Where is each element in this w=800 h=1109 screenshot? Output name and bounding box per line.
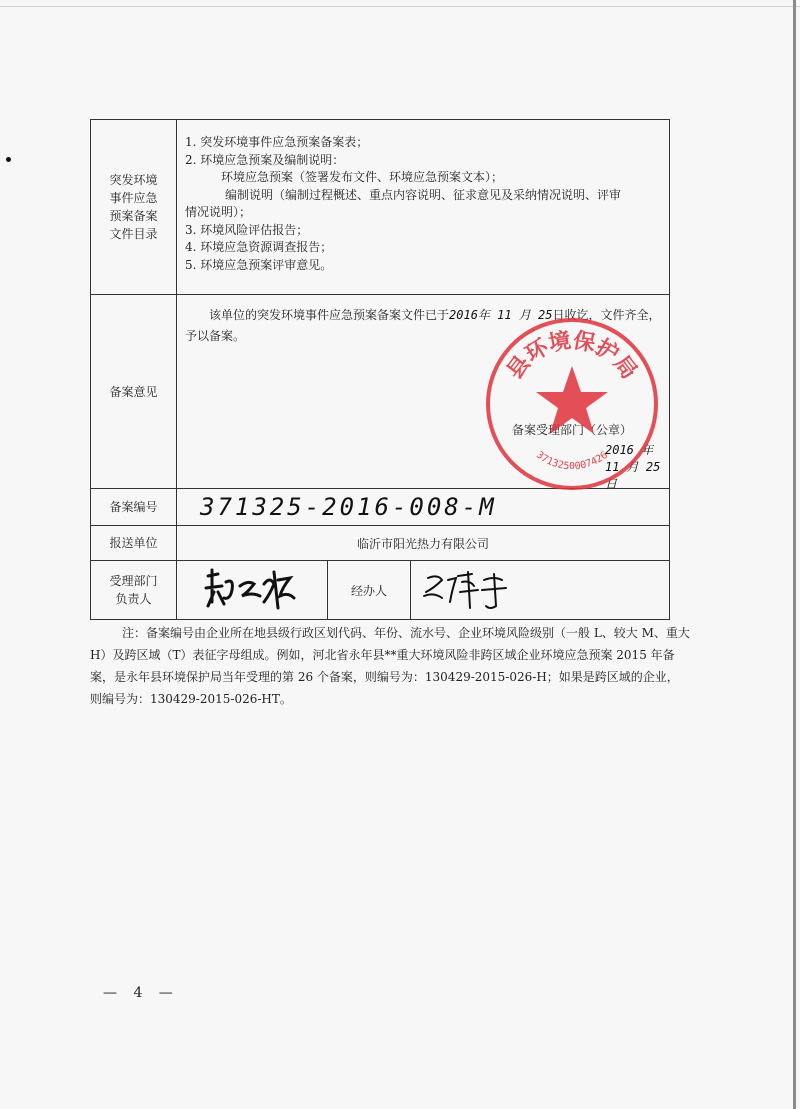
- page-number: — 4 —: [103, 985, 179, 1001]
- catalog-item: 2. 环境应急预案及编制说明：: [185, 152, 345, 167]
- catalog-header-line: 预案备案: [109, 209, 158, 223]
- catalog-row: [91, 120, 670, 295]
- catalog-item: 环境应急预案（签署发布文件、环境应急预案文本）；: [221, 170, 504, 184]
- responsible-header-line: 受理部门: [109, 574, 158, 588]
- scan-edge-top: [0, 6, 800, 7]
- scan-edge-right: [793, 0, 796, 1109]
- responsible-signature: [177, 561, 328, 620]
- handler-label: 经办人: [328, 561, 411, 620]
- responsible-row: [91, 561, 670, 620]
- submitting-unit-header: 报送单位: [91, 526, 177, 561]
- record-number-cell: [177, 489, 670, 526]
- signature-date: 2016 年 11 月 25 日: [605, 443, 661, 491]
- catalog-header-line: 突发环境: [109, 173, 158, 187]
- catalog-item: 编制说明（编制过程概述、重点内容说明、征求意见及采纳情况说明、评审: [225, 187, 622, 202]
- catalog-item: 4. 环境应急资源调查报告；: [185, 240, 333, 254]
- catalog-item: 5. 环境应急预案评审意见。: [185, 257, 333, 272]
- submitting-unit-row: [91, 526, 670, 561]
- scan-mark: [6, 157, 11, 162]
- signature-unit-label: 备案受理部门（公章）: [512, 423, 633, 437]
- svg-text:3713250007426: [534, 450, 610, 473]
- catalog-item: 情况说明）；: [185, 205, 252, 219]
- catalog-header: [91, 120, 177, 295]
- handwritten-signature-handler: [412, 562, 602, 618]
- catalog-list: [177, 120, 670, 295]
- seal-code: 3713250007426: [534, 449, 610, 473]
- record-number-value: 371325-2016-008-M: [200, 493, 497, 521]
- opinion-text-after: 日收讫，文件齐全，予以备案。: [185, 308, 661, 343]
- record-number-row: [91, 489, 670, 526]
- catalog-header-line: 文件目录: [109, 227, 158, 241]
- opinion-header: 备案意见: [91, 295, 177, 489]
- catalog-item: 1. 突发环境事件应急预案备案表；: [185, 135, 369, 149]
- official-seal: [484, 316, 660, 492]
- footnote: [90, 622, 690, 710]
- handwritten-date: 2016年 11 月 25: [449, 308, 553, 322]
- handwritten-signature-responsible: [178, 562, 326, 618]
- catalog-item: 3. 环境风险评估报告；: [185, 222, 309, 237]
- seal-text: 县环境保护局: [502, 328, 642, 384]
- footnote-text: 注：备案编号由企业所在地县级行政区划代码、年份、流水号、企业环境风险级别（一般 L、较大 M、重大 H）及跨区域（T）表征字母组成。例如，河北省永年县**重大环境风险非跨区域企业环境应急预案 2015 年备案，是永年县环境保护局当年受理的第 26 个备案，则编号为：130429-2015-026-H；如果是跨区域的企业，则编号为：130429-2015-026-HT。: [90, 626, 690, 706]
- responsible-header: [91, 561, 177, 620]
- handler-signature: [411, 561, 670, 620]
- record-number-header: 备案编号: [91, 489, 177, 526]
- responsible-header-line: 负责人: [115, 592, 152, 606]
- submitting-unit-value: 临沂市阳光热力有限公司: [177, 526, 670, 561]
- catalog-header-line: 事件应急: [109, 191, 158, 205]
- opinion-text-before: 该单位的突发环境事件应急预案备案文件已于: [209, 308, 450, 322]
